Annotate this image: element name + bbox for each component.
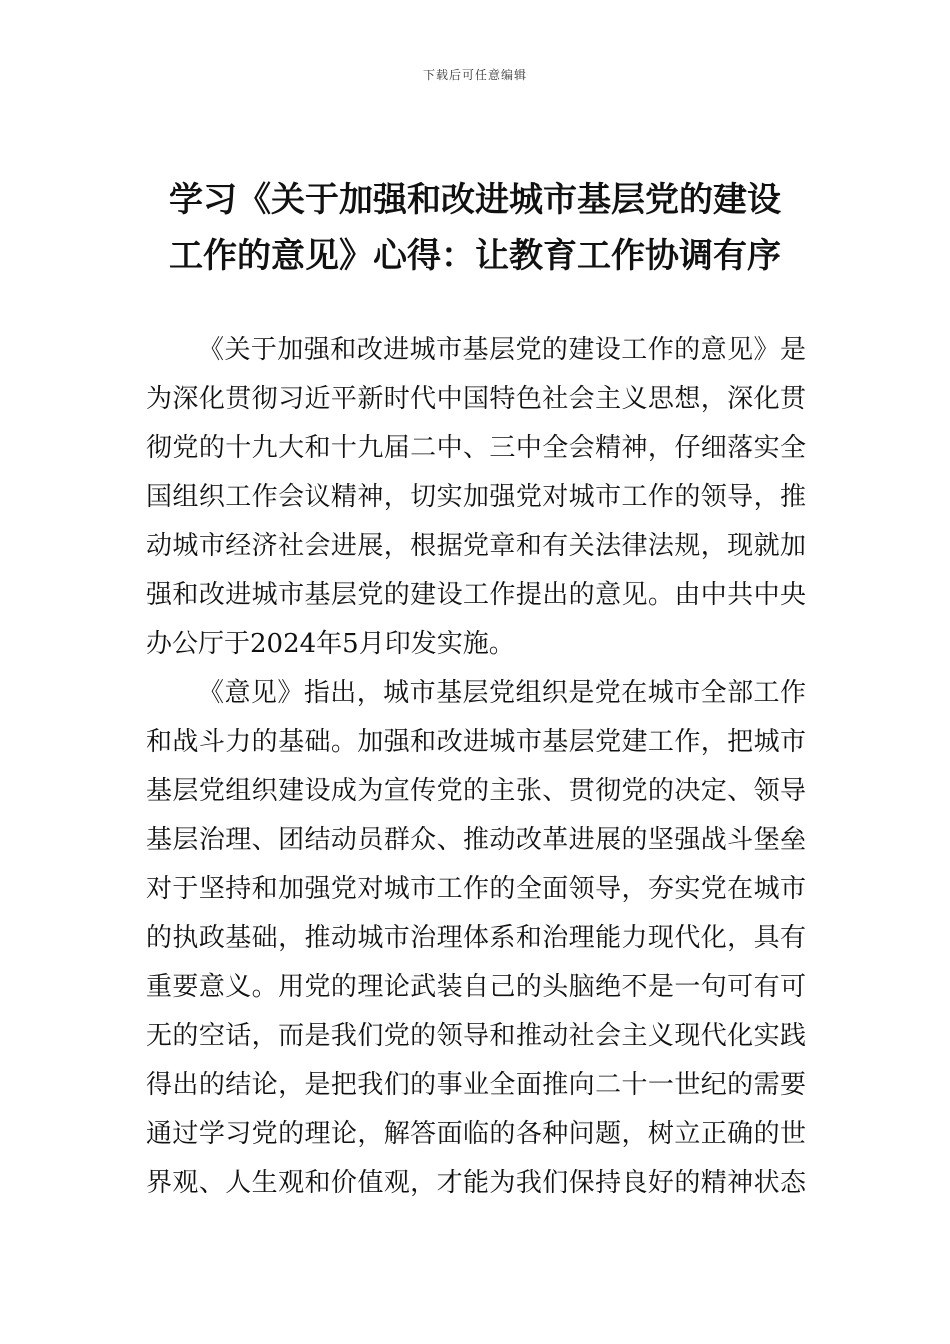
paragraph-line: 为深化贯彻习近平新时代中国特色社会主义思想，深化贯 bbox=[146, 384, 806, 414]
paragraph-line: 重要意义。用党的理论武装自己的头脑绝不是一句可有可 bbox=[146, 972, 806, 1002]
paragraph-line: 国组织工作会议精神，切实加强党对城市工作的领导，推 bbox=[146, 482, 806, 512]
title-line-1: 学习《关于加强和改进城市基层党的建设 bbox=[169, 180, 781, 220]
paragraph-1 bbox=[146, 326, 806, 669]
paragraph-line: 《关于加强和改进城市基层党的建设工作的意见》是 bbox=[198, 335, 806, 365]
paragraph-line: 得出的结论，是把我们的事业全面推向二十一世纪的需要 bbox=[146, 1070, 806, 1100]
header-note: 下载后可任意编辑 bbox=[422, 68, 527, 82]
paragraph-line: 动城市经济社会进展，根据党章和有关法律法规，现就加 bbox=[146, 531, 806, 561]
paragraph-line: 和战斗力的基础。加强和改进城市基层党建工作，把城市 bbox=[146, 727, 806, 757]
paragraph-line: 对于坚持和加强党对城市工作的全面领导，夯实党在城市 bbox=[146, 874, 806, 904]
paragraph-line: 基层党组织建设成为宣传党的主张、贯彻党的决定、领导 bbox=[146, 776, 806, 806]
paragraph-line: 通过学习党的理论，解答面临的各种问题，树立正确的世 bbox=[146, 1119, 806, 1149]
paragraph-line: 的执政基础，推动城市治理体系和治理能力现代化，具有 bbox=[146, 923, 806, 953]
paragraph-line: 办公厅于2024年5月印发实施。 bbox=[146, 629, 515, 659]
paragraph-line: 界观、人生观和价值观，才能为我们保持良好的精神状态 bbox=[146, 1168, 806, 1198]
paragraph-line: 彻党的十九大和十九届二中、三中全会精神，仔细落实全 bbox=[146, 433, 806, 463]
document-title bbox=[140, 172, 810, 284]
paragraph-2 bbox=[146, 669, 806, 1208]
paragraph-line: 基层治理、团结动员群众、推动改革进展的坚强战斗堡垒 bbox=[146, 825, 806, 855]
paragraph-line: 强和改进城市基层党的建设工作提出的意见。由中共中央 bbox=[146, 580, 806, 610]
paragraph-line: 《意见》指出，城市基层党组织是党在城市全部工作 bbox=[198, 678, 806, 708]
document-body bbox=[146, 326, 806, 1208]
title-line-2: 工作的意见》心得：让教育工作协调有序 bbox=[169, 236, 781, 276]
paragraph-line: 无的空话，而是我们党的领导和推动社会主义现代化实践 bbox=[146, 1021, 806, 1051]
